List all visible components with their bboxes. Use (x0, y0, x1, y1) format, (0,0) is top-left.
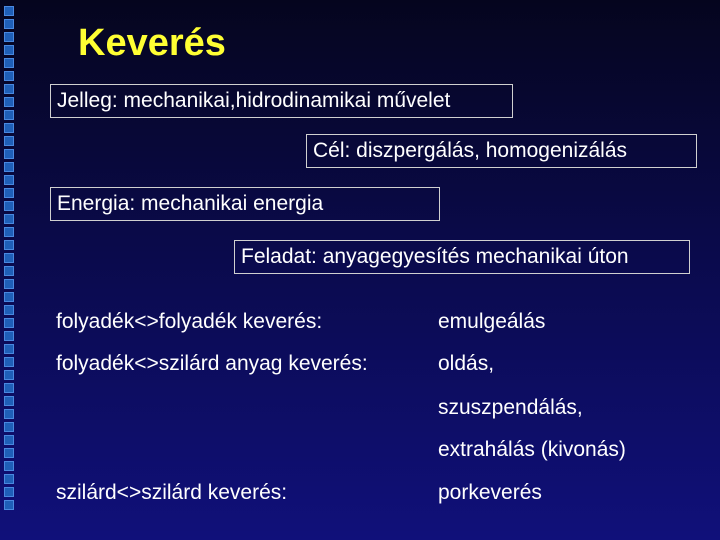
row-left-1: folyadék<>folyadék keverés: (56, 310, 323, 333)
decorative-square (4, 97, 14, 107)
decorative-square (4, 175, 14, 185)
decorative-square (4, 305, 14, 315)
decorative-square (4, 136, 14, 146)
decorative-square (4, 344, 14, 354)
decorative-square (4, 6, 14, 16)
decorative-square (4, 422, 14, 432)
box-cel: Cél: diszpergálás, homogenizálás (306, 134, 697, 168)
row-right-3: szuszpendálás, (438, 396, 583, 419)
decorative-square (4, 253, 14, 263)
decorative-square (4, 71, 14, 81)
row-left-5: szilárd<>szilárd keverés: (56, 481, 288, 504)
box-jelleg: Jelleg: mechanikai,hidrodinamikai művelet (50, 84, 513, 118)
decorative-square (4, 292, 14, 302)
decorative-square (4, 110, 14, 120)
decorative-square (4, 188, 14, 198)
row-right-5: porkeverés (438, 481, 542, 504)
decorative-square (4, 201, 14, 211)
decorative-square (4, 227, 14, 237)
box-energia: Energia: mechanikai energia (50, 187, 440, 221)
decorative-square (4, 474, 14, 484)
decorative-square (4, 435, 14, 445)
decorative-square (4, 32, 14, 42)
decorative-square (4, 266, 14, 276)
decorative-square (4, 487, 14, 497)
decorative-square-column (4, 6, 18, 510)
decorative-square (4, 331, 14, 341)
decorative-square (4, 45, 14, 55)
decorative-square (4, 357, 14, 367)
row-left-2: folyadék<>szilárd anyag keverés: (56, 352, 368, 375)
decorative-square (4, 279, 14, 289)
decorative-square (4, 58, 14, 68)
decorative-square (4, 500, 14, 510)
decorative-square (4, 370, 14, 380)
decorative-square (4, 240, 14, 250)
decorative-square (4, 448, 14, 458)
decorative-square (4, 19, 14, 29)
row-right-1: emulgeálás (438, 310, 546, 333)
decorative-square (4, 162, 14, 172)
decorative-square (4, 123, 14, 133)
decorative-square (4, 84, 14, 94)
decorative-square (4, 409, 14, 419)
decorative-square (4, 461, 14, 471)
slide-title: Keverés (78, 22, 226, 64)
decorative-square (4, 214, 14, 224)
decorative-square (4, 383, 14, 393)
box-feladat: Feladat: anyagegyesítés mechanikai úton (234, 240, 690, 274)
decorative-square (4, 149, 14, 159)
row-right-4: extrahálás (kivonás) (438, 438, 626, 461)
decorative-square (4, 396, 14, 406)
row-right-2: oldás, (438, 352, 495, 375)
decorative-square (4, 318, 14, 328)
